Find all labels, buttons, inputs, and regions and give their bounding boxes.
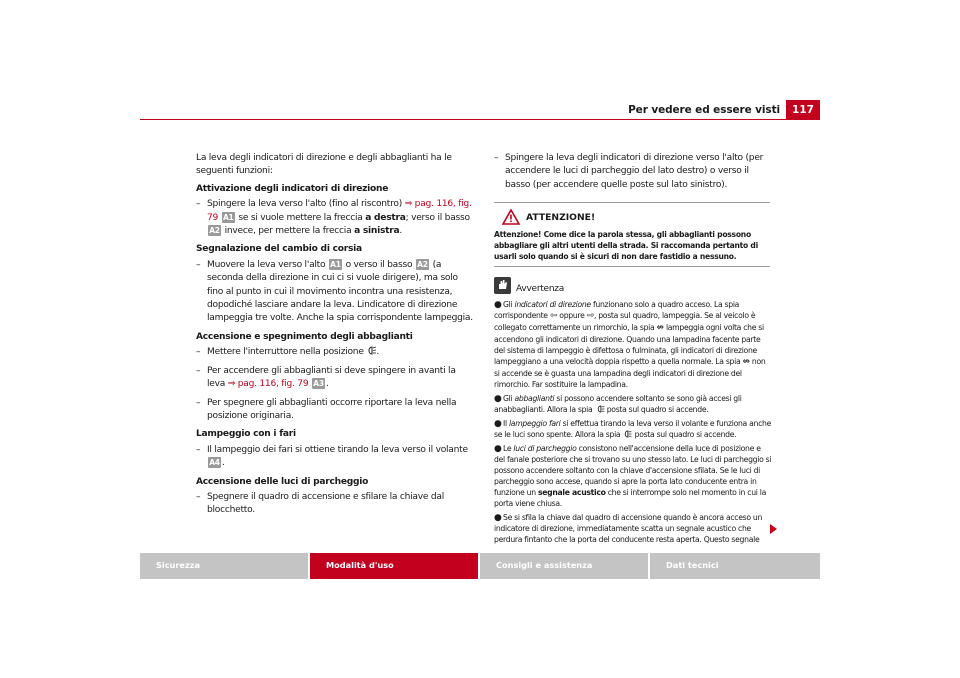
list-item [494,418,772,440]
list-item [196,259,476,326]
italic-text: abbaglianti [514,394,555,404]
text: . [326,379,329,390]
text: funzionano solo a quadro acceso. La spia corrispondente [494,300,740,321]
bold-text: a destra [365,212,406,223]
callout-badge: A4 [209,458,220,468]
list-item [494,443,772,509]
tab-consigli-assistenza[interactable]: Consigli e assistenza [480,553,648,579]
dash: – [196,259,201,270]
tab-dati-tecnici[interactable]: Dati tecnici [650,553,820,579]
page-number: 117 [786,100,820,120]
left-column [196,152,476,523]
text: si possono accendere soltanto se sono già accesi gli anabbaglianti. Allora la spia [494,394,742,415]
bullet: ● [494,419,502,430]
text: ; verso il basso [405,212,470,223]
notes-list [494,299,772,545]
turn-left-icon: ⇦ [549,311,558,322]
page-reference-link[interactable]: ⇒ pag. 116, fig. 79 [207,199,472,223]
high-beam-icon [595,405,605,413]
right-column [494,152,772,548]
text: invece, per mettere la freccia [222,226,355,237]
callout-badge: A1 [222,212,234,222]
text: Spingere la leva degli indicatori di direzione verso l'alto (per accendere le luci di parcheggio del lato destro) o verso il basso (per accendere quelle poste sul lato sinistro). [505,153,764,190]
section-heading-turn-signals: Attivazione degli indicatori di direzione [196,183,389,194]
warning-title: ATTENZIONE! [526,212,596,224]
callout-badge: A2 [209,226,220,236]
text: che si interrompe solo nel momento in cui la porta viene chiusa. [494,488,767,509]
text: posta sul quadro si accende. [632,430,737,440]
text: posta sul quadro si accende. [604,405,709,415]
section-heading-lane-change: Segnalazione del cambio di corsia [196,244,362,255]
page-header-title: Per vedere ed essere visti [628,104,780,116]
section-heading-parking-lights: Accensione delle luci di parcheggio [196,476,369,487]
next-page-arrow-icon[interactable] [770,524,777,534]
dash: – [196,365,201,376]
list-item [196,346,476,359]
text: Per accendere gli abbaglianti si deve spingere in avanti la leva [207,365,456,390]
list-item [196,491,476,518]
high-beam-icon [622,430,632,438]
text: (a seconda della direzione in cui ci si vuole dirigere), ma solo fino al punto in cui il movimento incontra una resistenza, dopodiché lasciare andare la leva. Lindicatore di direzione lampeggia tre volte. Anche la spia corrispondente lampeggia. [207,259,473,324]
list-item [494,299,772,390]
note-header [494,277,772,299]
dash: – [196,347,201,358]
text: lampeggia ogni volta che si accendono gli indicatori di direzione. Quando una lampadina facente parte del sistema di lampeggio è difettosa o fulminata, gli indicatori di direzione lampeggiano a una velocità doppia rispetto a quella normale. La spia [494,323,764,367]
warning-text: Attenzione! Come dice la parola stessa, gli abbaglianti possono abbagliare gli altri utenti della strada. Si raccomanda pertanto di usarli solo quando si è sicuri di non dare fastidio a nessuno. [494,230,758,262]
dash: – [196,199,201,210]
header-rule [140,119,820,120]
text: Per spegnere gli abbaglianti occorre riportare la leva nella posizione originaria. [207,397,457,421]
italic-text: indicatori di direzione [514,300,591,310]
dash: – [494,153,499,163]
trailer-turn-icon: ⇎ [742,357,750,368]
bold-text: a sinistra [354,226,400,237]
page-reference-link[interactable]: ⇒ pag. 116, fig. 79 [227,379,309,390]
text: consistono nell'accensione della luce di posizione e del fanale posteriore che si trovano su uno stesso lato. Le luci di parcheggio si possono accendere soltanto con la chiave d'accensione sfilata. Se le luci di parcheggio sono accese, quando si apre la porta lato conducente entra in funzione un [494,444,772,498]
list-item [196,397,476,424]
text: Il [503,419,509,429]
text: Mettere l'interruttore nella posizione [207,347,367,358]
warning-triangle-icon [502,209,520,225]
bullet: ● [494,444,502,455]
list-item [196,365,476,392]
list-item [196,444,476,471]
callout-badge: A1 [330,259,341,269]
text: oppure [557,311,587,321]
text: Se si sfila la chiave dal quadro di accensione quando è ancora acceso un indicatore di direzione, immediatamente scatta un segnale acustico che perdura fintanto che la porta del conducente resta aperta. Questo segnale [494,513,763,545]
text: non si accende se è guasta una lampadina degli indicatori di direzione del rimorchio. Far sostituire la lampadina. [494,357,766,390]
note-title: Avvertenza [516,284,565,295]
list-item [494,152,772,192]
section-heading-high-beam: Accensione e spegnimento degli abbaglianti [196,331,413,342]
turn-right-icon: ⇨ [586,311,594,322]
warning-box [494,202,770,267]
bold-text: segnale acustico [537,488,606,498]
dash: – [196,491,201,502]
dash: – [196,397,201,408]
list-item [494,512,772,545]
text: Spegnere il quadro di accensione e sfilare la chiave dal blocchetto. [207,491,444,516]
list-item [494,393,772,415]
dash: – [196,444,201,455]
text: Il lampeggio dei fari si ottiene tirando la leva verso il volante [207,444,468,455]
text: Gli [503,394,515,404]
text: , posta sul quadro, lampeggia. Se al veicolo è collegato correttamente un rimorchio, la spia [494,311,756,333]
text: si effettua tirando la leva verso il volante e funziona anche se le luci sono spente. Allora la spia [494,419,772,440]
text: . [399,226,403,237]
italic-text: lampeggio fari [508,419,561,429]
bullet: ● [494,300,502,311]
italic-text: luci di parcheggio [513,444,577,454]
text: Gli [503,300,515,310]
trailer-turn-icon: ⇎ [656,323,664,334]
text: Muovere la leva verso l'alto [207,259,328,270]
bullet: ● [494,513,502,524]
text: o verso il basso [342,259,415,270]
text: Spingere la leva verso l'alto (fino al riscontro) [207,199,405,210]
bullet: ● [494,394,502,405]
section-heading-flash: Lampeggio con i fari [196,429,296,440]
callout-badge: A3 [313,379,324,389]
note-hand-icon [494,277,511,294]
text: Le [503,444,514,454]
text: . [222,458,225,469]
tab-modalita-uso[interactable]: Modalità d'uso [310,553,478,579]
text: . [376,347,379,358]
callout-badge: A2 [417,259,428,269]
text: se si vuole mettere la freccia [235,212,366,223]
headlight-icon [366,346,376,355]
list-item [196,198,476,238]
intro-paragraph: La leva degli indicatori di direzione e degli abbaglianti ha le seguenti funzioni: [196,153,452,177]
tab-sicurezza[interactable]: Sicurezza [140,553,308,579]
